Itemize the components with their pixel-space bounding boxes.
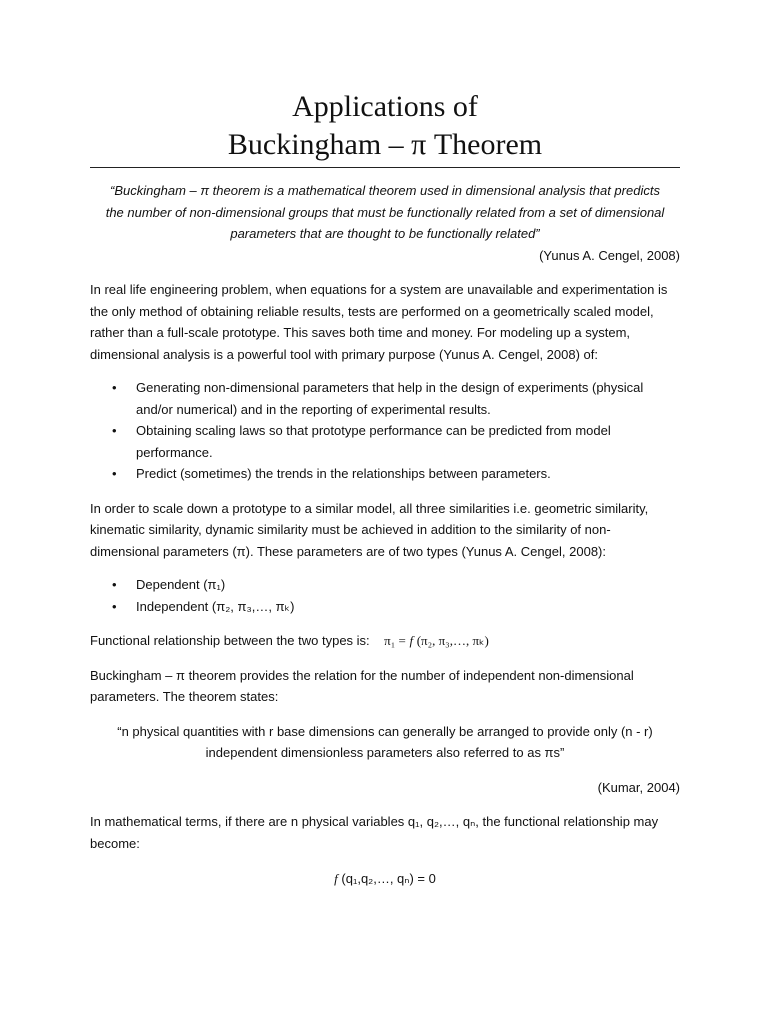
functional-equation xyxy=(90,868,680,890)
list-item xyxy=(90,377,680,420)
list-item xyxy=(90,574,680,596)
dependent-type: Dependent (π₁) xyxy=(136,577,226,592)
equation-arguments: (q₁,q₂,…, qₙ) = 0 xyxy=(341,871,436,886)
page-title xyxy=(90,88,680,164)
functional-label: Functional relationship between the two types is: xyxy=(90,633,370,648)
function-symbol: f xyxy=(409,633,414,648)
intro-paragraph: In real life engineering problem, when equations for a system are unavailable and experimentation is the only method of obtaining reliable results, tests are performed on a geometrically scaled model, rather than a full-scale prototype. This saves both time and money. For modeling up a system, dimensional analysis is a powerful tool with primary purpose (Yunus A. Cengel, 2008) of: xyxy=(90,282,668,362)
functional-relationship xyxy=(90,630,680,652)
independent-type: Independent (π₂, π₃,…, πₖ) xyxy=(136,598,295,614)
functional-rhs: (π₂, π₃,…, πₖ) xyxy=(416,633,489,648)
bullet-icon: • xyxy=(112,423,117,438)
statement-citation: (Kumar, 2004) xyxy=(597,779,680,795)
title-line-2: Buckingham – π Theorem xyxy=(227,128,543,161)
definition-quote: “Buckingham – π theorem is a mathematical theorem used in dimensional analysis that predicts the number of non-dimensional groups that must be functionally related from a set of dimensional parameters that are thought to be functionally related” xyxy=(105,183,665,241)
list-item xyxy=(90,420,680,463)
similarity-paragraph: In order to scale down a prototype to a similar model, all three similarities i.e. geometric similarity, kinematic similarity, dynamic similarity must be achieved in addition to the similarity of non-dimensional parameters (π). These parameters are of two types (Yunus A. Cengel, 2008): xyxy=(90,500,649,559)
theorem-intro-paragraph: Buckingham – π theorem provides the relation for the number of independent non-dimensional parameters. The theorem states: xyxy=(90,667,634,704)
list-item xyxy=(90,463,680,485)
statement-line-2: independent dimensionless parameters also referred to as πs” xyxy=(205,745,565,760)
list-item xyxy=(90,596,680,618)
bullet-icon: • xyxy=(112,598,117,614)
list-item-text: Obtaining scaling laws so that prototype performance can be predicted from model performance. xyxy=(136,423,611,460)
purpose-list xyxy=(90,377,680,485)
bullet-icon: • xyxy=(112,577,117,592)
definition-citation: (Yunus A. Cengel, 2008) xyxy=(539,247,680,263)
theorem-statement xyxy=(90,721,680,764)
document-page xyxy=(90,88,680,890)
parameter-types-list xyxy=(90,574,680,617)
functional-lhs: π₁ = xyxy=(384,633,406,648)
equation-function-symbol: f xyxy=(334,871,338,886)
list-item-text: Generating non-dimensional parameters that help in the design of experiments (physical and/or numerical) and in the reporting of experimental results. xyxy=(136,380,644,417)
title-line-1: Applications of xyxy=(292,90,478,123)
title-underline xyxy=(90,167,680,168)
math-terms-paragraph: In mathematical terms, if there are n physical variables q₁, q₂,…, qₙ, the functional relationship may become: xyxy=(90,814,659,851)
list-item-text: Predict (sometimes) the trends in the relationships between parameters. xyxy=(136,466,551,481)
bullet-icon: • xyxy=(112,380,117,395)
bullet-icon: • xyxy=(112,466,117,481)
statement-line-1: “n physical quantities with r base dimensions can generally be arranged to provide only (n - r) xyxy=(117,723,653,739)
